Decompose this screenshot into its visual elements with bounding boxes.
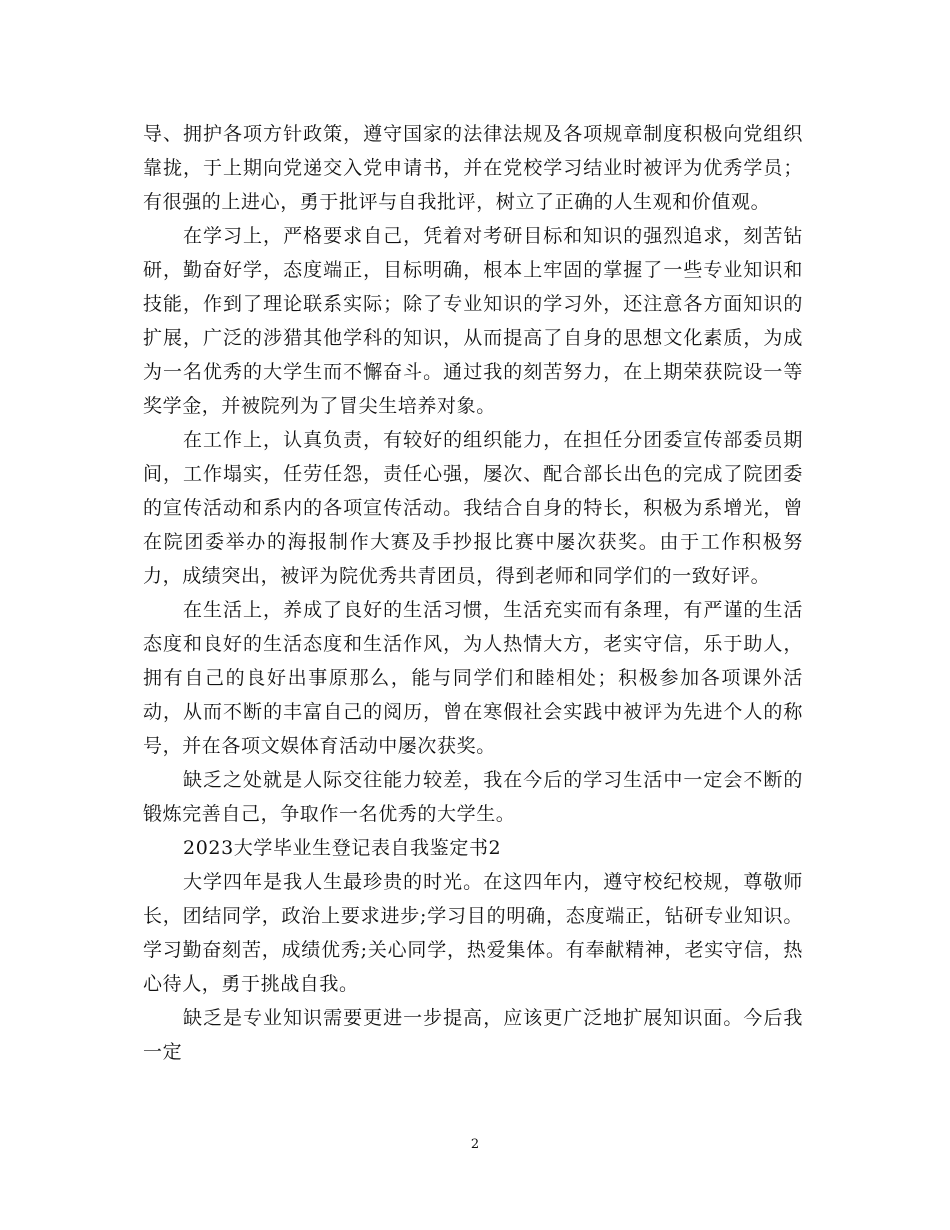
document-body	[143, 117, 803, 1069]
section-subheading: 2023大学毕业生登记表自我鉴定书2	[183, 837, 502, 859]
paragraph-work: 在工作上，认真负责，有较好的组织能力，在担任分团委宣传部委员期间，工作塌实，任劳任怨，责任心强，屡次、配合部长出色的完成了院团委的宣传活动和系内的各项宣传活动。我结合自身的特长，积极为系增光，曾在院团委举办的海报制作大赛及手抄报比赛中屡次获奖。由于工作积极努力，成绩突出，被评为院优秀共青团员，得到老师和同学们的一致好评。	[143, 429, 803, 587]
paragraph-life: 在生活上，养成了良好的生活习惯，生活充实而有条理，有严谨的生活态度和良好的生活态度和生活作风，为人热情大方，老实守信，乐于助人，拥有自己的良好出事原那么，能与同学们和睦相处；积极参加各项课外活动，从而不断的丰富自己的阅历，曾在寒假社会实践中被评为先进个人的称号，并在各项文娱体育活动中屡次获奖。	[143, 599, 803, 757]
page-number: 2	[470, 1137, 480, 1152]
paragraph-study: 在学习上，严格要求自己，凭着对考研目标和知识的强烈追求，刻苦钻研，勤奋好学，态度端正，目标明确，根本上牢固的掌握了一些专业知识和技能，作到了理论联系实际；除了专业知识的学习外，还注意各方面知识的扩展，广泛的涉猎其他学科的知识，从而提高了自身的思想文化素质，为成为一名优秀的大学生而不懈奋斗。通过我的刻苦努力，在上期荣获院设一等奖学金，并被院列为了冒尖生培养对象。	[143, 225, 803, 417]
paragraph-continued: 导、拥护各项方针政策，遵守国家的法律法规及各项规章制度积极向党组织靠拢，于上期向党递交入党申请书，并在党校学习结业时被评为优秀学员；有很强的上进心，勇于批评与自我批评，树立了正确的人生观和价值观。	[143, 123, 803, 213]
paragraph-shortcomings-2: 缺乏是专业知识需要更进一步提高，应该更广泛地扩展知识面。今后我一定	[143, 1007, 803, 1063]
paragraph-university-years: 大学四年是我人生最珍贵的时光。在这四年内，遵守校纪校规，尊敬师长，团结同学，政治上要求进步;学习目的明确，态度端正，钻研专业知识。学习勤奋刻苦，成绩优秀;关心同学，热爱集体。有奉献精神，老实守信，热心待人，勇于挑战自我。	[143, 871, 803, 995]
paragraph-shortcomings: 缺乏之处就是人际交往能力较差，我在今后的学习生活中一定会不断的锻炼完善自己，争取作一名优秀的大学生。	[143, 769, 803, 825]
